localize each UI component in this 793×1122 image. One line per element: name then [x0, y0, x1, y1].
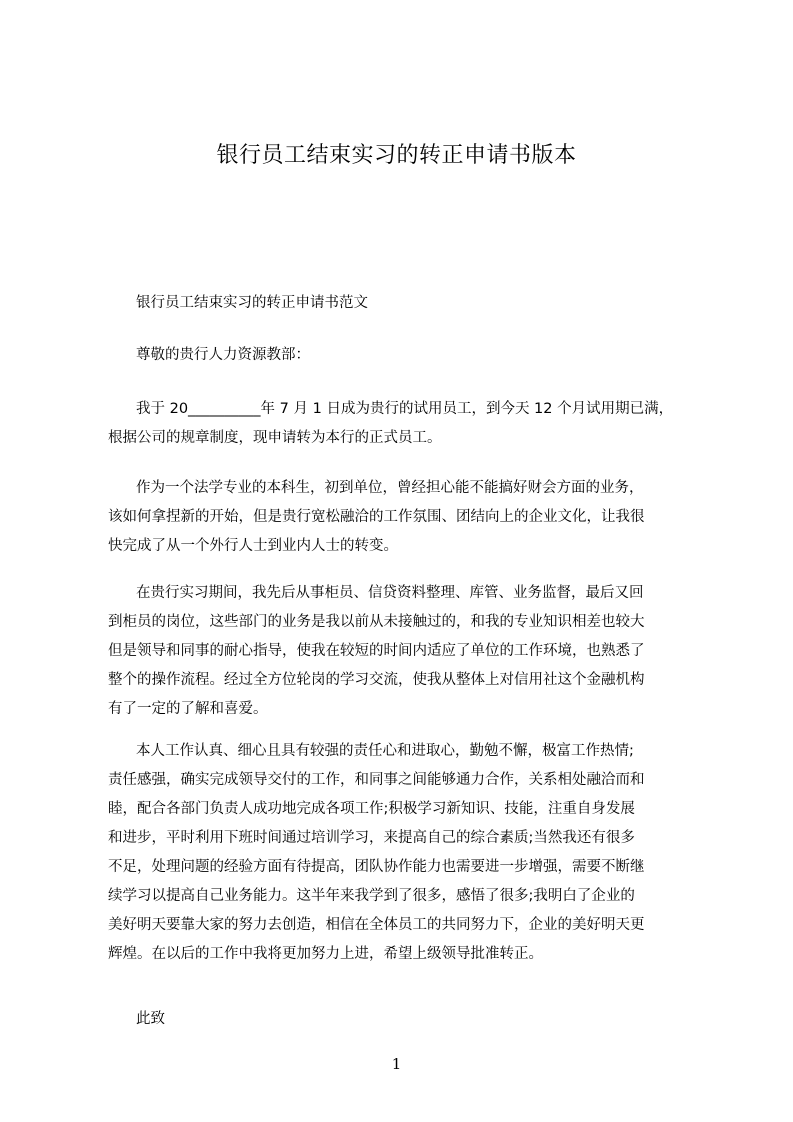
- paragraph-line: 辉煌。在以后的工作中我将更加努力上进，希望上级领导批准转正。: [108, 946, 543, 962]
- paragraph-line: 整个的操作流程。经过全方位轮岗的学习交流，使我从整体上对信用社这个金融机构: [108, 672, 645, 688]
- paragraph-line: 美好明天要靠大家的努力去创造，相信在全体员工的共同努力下，企业的美好明天更: [108, 917, 645, 933]
- paragraph-line: 快完成了从一个外行人士到业内人士的转变。: [108, 538, 398, 554]
- paragraph-line: 该如何拿捏新的开始，但是贵行宽松融洽的工作氛围、团结向上的企业文化，让我很: [108, 509, 645, 525]
- paragraph-1: [108, 395, 700, 453]
- paragraph-line: 睦，配合各部门负责人成功地完成各项工作;积极学习新知识、技能，注重自身发展: [108, 801, 635, 817]
- paragraph-line: 到柜员的岗位，这些部门的业务是我以前从未接触过的，和我的专业知识相差也较大: [108, 614, 645, 630]
- closing-line: 此致: [136, 1011, 165, 1027]
- paragraph-line: 不足，处理问题的经验方面有待提高，团队协作能力也需要进一步增强，需要不断继: [108, 859, 645, 875]
- paragraph-4: [108, 737, 700, 969]
- salutation-line: 尊敬的贵行人力资源教部：: [136, 347, 310, 363]
- paragraph-line: 但是领导和同事的耐心指导，使我在较短的时间内适应了单位的工作环境，也熟悉了: [108, 643, 645, 659]
- paragraph-line: 有了一定的了解和喜爱。: [108, 701, 268, 717]
- paragraph-line: 根据公司的规章制度，现申请转为本行的正式员工。: [108, 430, 442, 446]
- paragraph-line: 和进步，平时利用下班时间通过培训学习，来提高自己的综合素质;当然我还有很多: [108, 830, 635, 846]
- paragraph-line: 责任感强，确实完成领导交付的工作，和同事之间能够通力合作，关系相处融洽而和: [108, 772, 645, 788]
- paragraph-3: [108, 579, 700, 724]
- paragraph-line: 本人工作认真、细心且具有较强的责任心和进取心，勤勉不懈，极富工作热情;: [136, 743, 634, 759]
- closing: [108, 1005, 700, 1034]
- paragraph-line: 作为一个法学专业的本科生，初到单位，曾经担心能不能搞好财会方面的业务，: [136, 480, 644, 496]
- salutation: [108, 341, 700, 370]
- paragraph-line: 续学习以提高自己业务能力。这半年来我学到了很多，感悟了很多;我明白了企业的: [108, 888, 635, 904]
- subtitle-line: 银行员工结束实习的转正申请书范文: [136, 295, 368, 311]
- paragraph-line: 在贵行实习期间，我先后从事柜员、信贷资料整理、库管、业务监督，最后又回: [136, 585, 644, 601]
- paragraph-line: 我于 20__________年 7 月 1 日成为贵行的试用员工，到今天 12 个月试用期已满，: [136, 401, 674, 417]
- paragraph-2: [108, 474, 700, 561]
- document-subtitle: [108, 289, 700, 318]
- document-title: 银行员工结束实习的转正申请书版本: [216, 143, 577, 168]
- page-number: 1: [391, 1055, 402, 1073]
